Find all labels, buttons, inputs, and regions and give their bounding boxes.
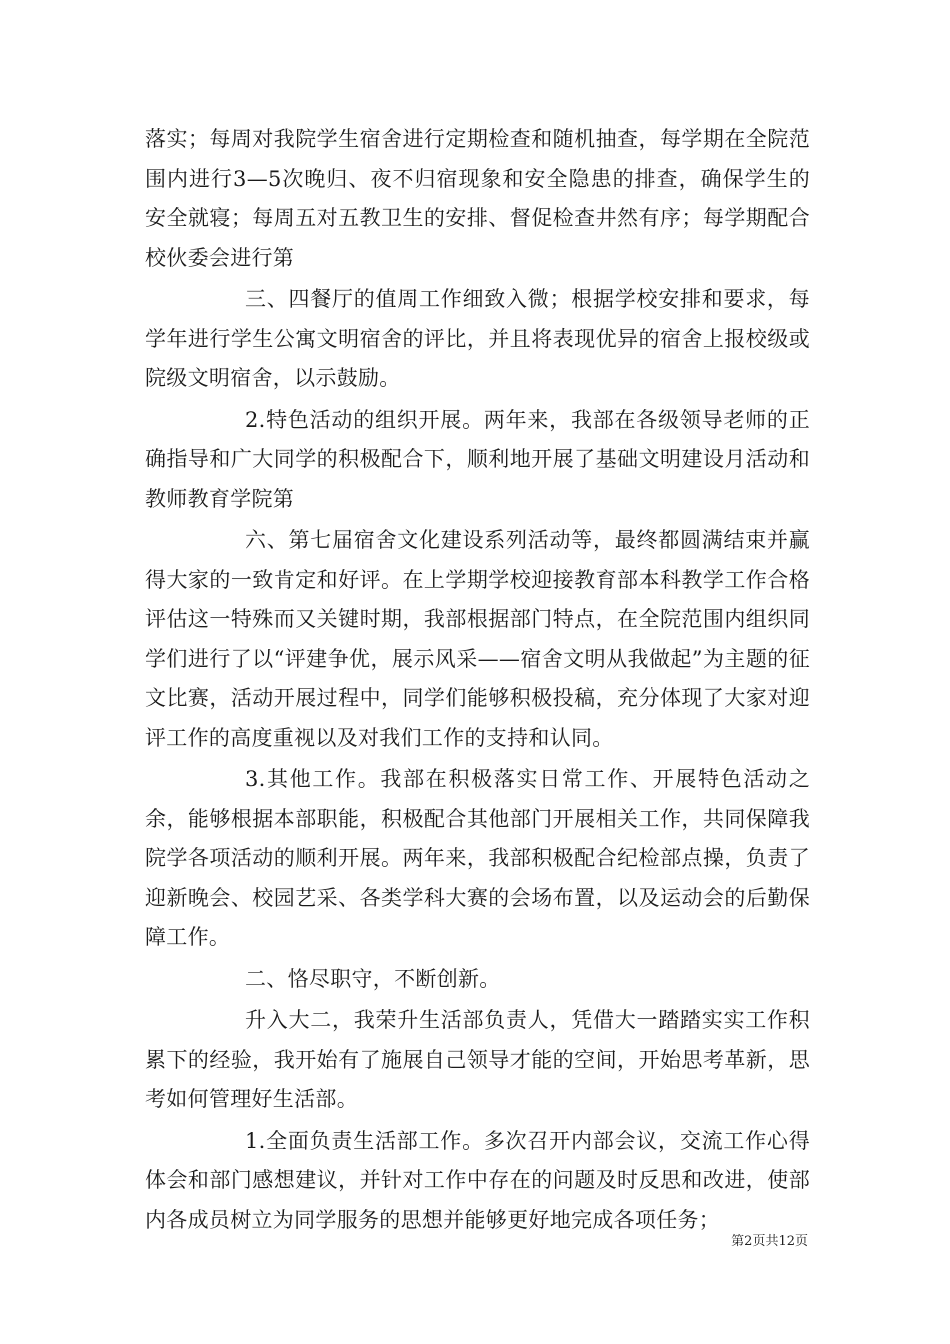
paragraph-5: 3.其他工作。我部在积极落实日常工作、开展特色活动之余，能够根据本部职能，积极配合其他部门开展相关工作，共同保障我院学各项活动的顺利开展。两年来，我部积极配合纪检部点操，负责了迎新晚会、校园艺采、各类学科大赛的会场布置，以及运动会的后勤保障工作。 [145,767,810,949]
document-body [145,120,810,1242]
page-number-footer: 第2页共12页 [731,1234,808,1249]
paragraph-7: 1.全面负责生活部工作。多次召开内部会议，交流工作心得体会和部门感想建议，并针对工作中存在的问题及时反思和改进，使部内各成员树立为同学服务的思想并能够更好地完成各项任务； [145,1128,810,1232]
paragraph-6: 升入大二，我荣升生活部负责人，凭借大一踏踏实实工作积累下的经验，我开始有了施展自己领导才能的空间，开始思考革新，思考如何管理好生活部。 [145,1008,810,1111]
paragraph-3: 2.特色活动的组织开展。两年来，我部在各级领导老师的正确指导和广大同学的积极配合下，顺利地开展了基础文明建设月活动和教师教育学院第 [145,407,810,511]
section-heading: 二、恪尽职守，不断创新。 [245,966,501,991]
paragraph-4: 六、第七届宿舍文化建设系列活动等，最终都圆满结束并赢得大家的一致肯定和好评。在上学期学校迎接教育部本科教学工作合格评估这一特殊而又关键时期，我部根据部门特点，在全院范围内组织同学们进行了以“评建争优，展示风采——宿舍文明从我做起”为主题的征文比赛，活动开展过程中，同学们能够积极投稿，充分体现了大家对迎评工作的高度重视以及对我们工作的支持和认同。 [145,528,810,750]
paragraph-2: 三、四餐厅的值周工作细致入微；根据学校安排和要求，每学年进行学生公寓文明宿舍的评比，并且将表现优异的宿舍上报校级或院级文明宿舍，以示鼓励。 [145,287,810,390]
paragraph-1: 落实；每周对我院学生宿舍进行定期检查和随机抽查，每学期在全院范围内进行3—5次晚归、夜不归宿现象和安全隐患的排查，确保学生的安全就寝；每周五对五教卫生的安排、督促检查井然有序；每学期配合校伙委会进行第 [145,127,810,270]
